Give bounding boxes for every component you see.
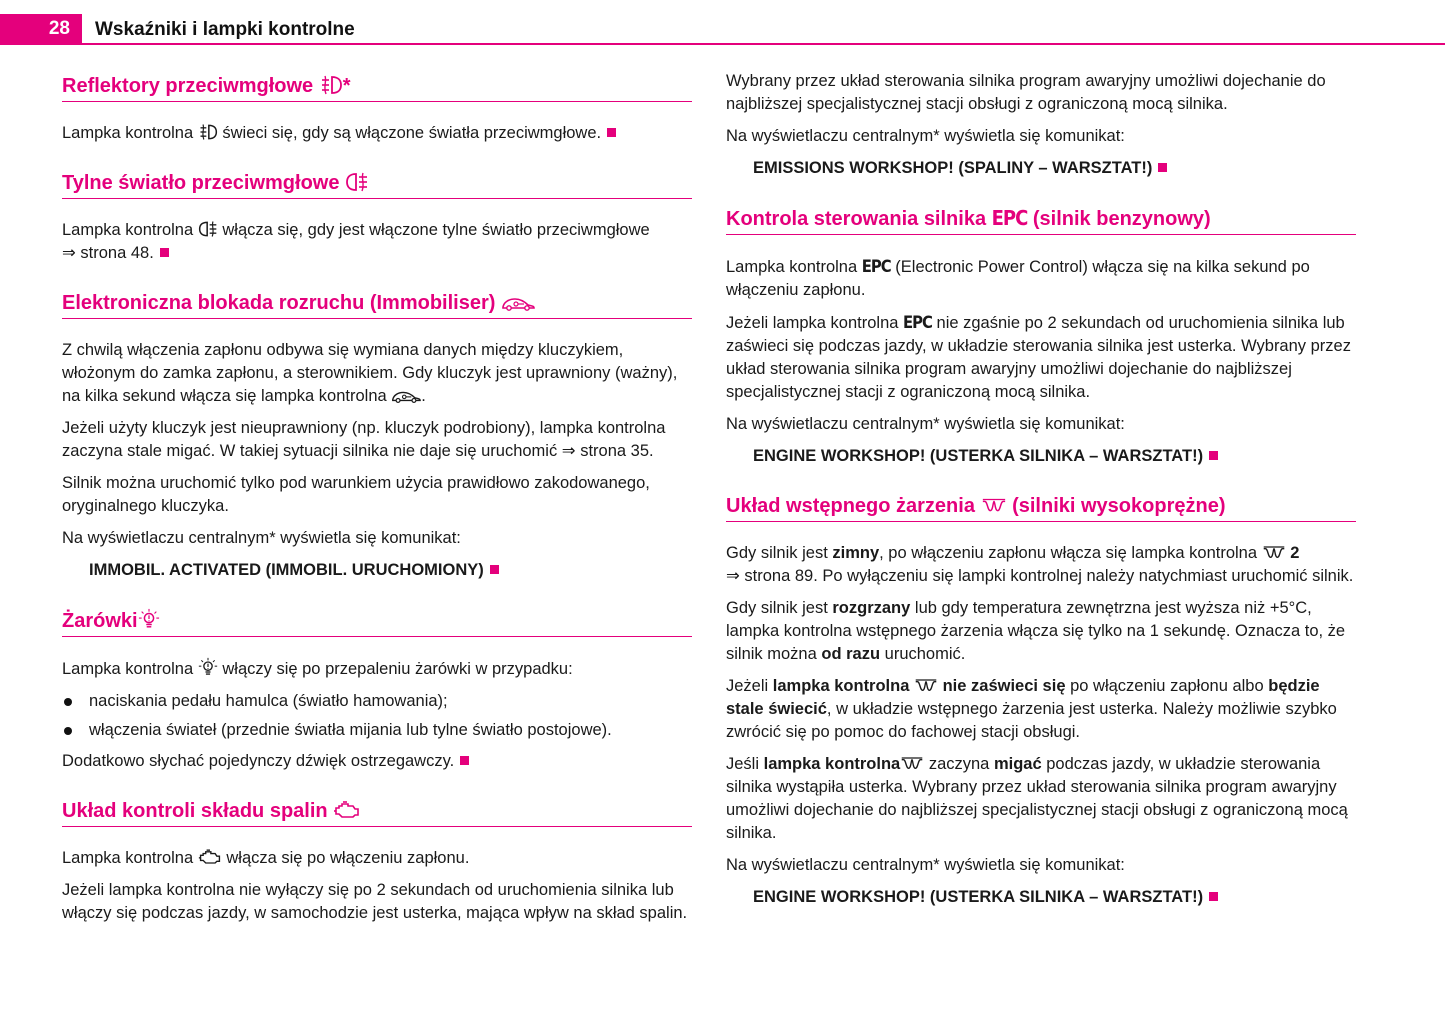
paragraph: Jeżeli lampka kontrolna nie wyłączy się po 2 sekundach od uruchomienia silnika lub włączy się podczas jazdy, w samochodzie jest usterka, mająca wpływ na skład spalin. xyxy=(62,881,688,922)
text: Gdy silnik jest xyxy=(726,544,828,562)
section-glow-plug xyxy=(726,490,1356,909)
text: Dodatkowo słychać pojedynczy dźwięk ostrzegawczy. xyxy=(62,752,455,770)
section-end-square-icon xyxy=(607,128,616,137)
section-end-square-icon xyxy=(460,756,469,765)
list-item-text: włączenia świateł (przednie światła mijania lub tylne światło postojowe). xyxy=(89,721,612,739)
text: Jeśli xyxy=(726,755,760,773)
glow-plug-icon xyxy=(981,497,1007,515)
engine-emission-icon xyxy=(333,800,361,820)
paragraph xyxy=(726,542,1356,588)
section-title-glow-plug xyxy=(726,490,1356,522)
page-reference-link[interactable]: strona 89. Po wyłączeniu się lampki kontrolnej należy natychmiast uruchomić silnik. xyxy=(744,567,1354,585)
list-item xyxy=(62,719,692,742)
section-end-square-icon xyxy=(1158,163,1167,172)
paragraph xyxy=(62,339,692,408)
paragraph: Na wyświetlaczu centralnym* wyświetla się komunikat: xyxy=(726,127,1125,145)
paragraph xyxy=(62,417,692,463)
paragraph: Na wyświetlaczu centralnym* wyświetla się komunikat: xyxy=(726,415,1125,433)
section-title-text: Układ kontroli składu spalin xyxy=(62,800,328,822)
section-title-text: Tylne światło przeciwmgłowe xyxy=(62,172,340,194)
bold-text: rozgrzany xyxy=(832,599,911,617)
bullet-list xyxy=(62,690,692,742)
page-reference-link[interactable]: strona 35. xyxy=(580,442,654,460)
bold-text: 2 xyxy=(1290,544,1300,562)
text: podczas jazdy, w układzie sterowania silnika wystąpiła usterka. Wybrany przez układ sterowania silnika program awaryjny umożliwi dojechanie do najbliższej specjalistycznej stacji obsługi z ograniczoną mocą silnika. xyxy=(726,755,1348,842)
message-text: IMMOBIL. ACTIVATED (IMMOBIL. URUCHOMIONY) xyxy=(89,561,484,579)
glow-plug-icon xyxy=(1262,545,1286,561)
engine-emission-icon xyxy=(198,848,222,866)
section-title-text: Reflektory przeciwmgłowe xyxy=(62,75,314,97)
paragraph xyxy=(62,122,692,145)
paragraph xyxy=(62,750,692,773)
text: włącza się po włączeniu zapłonu. xyxy=(226,849,470,867)
rear-fog-light-icon xyxy=(345,172,369,192)
text: Jeżeli lampka kontrolna xyxy=(726,314,899,332)
display-message xyxy=(726,886,1356,909)
bold-text: zimny xyxy=(832,544,880,562)
text: (Electronic Power Control) włącza się na kilka sekund po włączeniu zapłonu. xyxy=(726,258,1310,299)
paragraph: Silnik można uruchomić tylko pod warunkiem użycia prawidłowo zakodowanego, oryginalnego kluczyka. xyxy=(62,474,650,515)
front-fog-light-icon xyxy=(319,75,343,95)
section-title-immobiliser xyxy=(62,287,692,319)
section-rear-fog xyxy=(62,167,692,265)
section-title-front-fog xyxy=(62,70,692,102)
bulb-failure-icon xyxy=(138,608,160,630)
text: włączy się po przepaleniu żarówki w przypadku: xyxy=(222,660,573,678)
bullet-icon xyxy=(64,698,72,706)
display-message xyxy=(726,157,1356,180)
epc-icon: EPC xyxy=(861,257,891,276)
header-divider xyxy=(0,43,1445,45)
arrow-right-icon: ⇒ xyxy=(62,244,76,262)
section-end-square-icon xyxy=(1209,451,1218,460)
epc-icon: EPC xyxy=(903,313,932,332)
bold-text: od razu xyxy=(821,645,881,663)
text: nie zgaśnie po 2 sekundach od uruchomienia silnika lub zaświeci się podczas jazdy, w układzie sterowania silnika jest usterka. Wybrany przez układ sterowania silnika program awaryjny umożliwi dojechanie do najbliższej specjalistycznej stacji z ograniczoną mocą silnika. xyxy=(726,314,1351,401)
text: zaczyna xyxy=(928,755,990,773)
section-end-square-icon xyxy=(490,565,499,574)
section-emission-continued xyxy=(726,70,1356,180)
text: Z chwilą włączenia zapłonu odbywa się wymiana danych między kluczykiem, włożonym do zamka zapłonu, a sterownikiem. Gdy kluczyk jest uprawniony (ważny), na kilka sekund włącza się lampka kontrolna xyxy=(62,341,678,405)
section-title-text: (silniki wysokoprężne) xyxy=(1012,495,1226,517)
front-fog-light-icon xyxy=(198,123,218,141)
epc-icon: EPC xyxy=(991,206,1028,230)
page-header xyxy=(0,0,1445,46)
bulb-failure-icon xyxy=(198,657,218,677)
paragraph xyxy=(726,311,1356,404)
section-emission xyxy=(62,795,692,925)
text: świeci się, gdy są włączone światła przeciwmgłowe. xyxy=(222,124,602,142)
paragraph xyxy=(726,597,1356,666)
text: Gdy silnik jest xyxy=(726,599,828,617)
paragraph xyxy=(726,753,1356,845)
message-text: ENGINE WORKSHOP! (USTERKA SILNIKA – WARSZTAT!) xyxy=(753,447,1204,465)
immobiliser-car-key-icon xyxy=(391,388,421,404)
section-title-bulbs xyxy=(62,604,692,637)
text: po włączeniu zapłonu albo xyxy=(1070,677,1264,695)
section-front-fog xyxy=(62,70,692,145)
page-title: Wskaźniki i lampki kontrolne xyxy=(95,19,355,40)
text: , w układzie wstępnego żarzenia jest usterka. Należy możliwie szybko zwrócić się po pomoc do fachowej stacji obsługi. xyxy=(726,700,1337,741)
rear-fog-light-icon xyxy=(198,220,218,238)
left-column xyxy=(62,70,692,947)
list-item xyxy=(62,690,692,713)
text: Lampka kontrolna xyxy=(726,258,858,276)
message-text: EMISSIONS WORKSHOP! (SPALINY – WARSZTAT!) xyxy=(753,159,1153,177)
right-column xyxy=(726,70,1356,931)
page-number: 28 xyxy=(0,14,82,44)
section-immobiliser xyxy=(62,287,692,582)
asterisk: * xyxy=(342,75,351,97)
immobiliser-car-key-icon xyxy=(501,294,535,312)
section-title-text: Elektroniczna blokada rozruchu (Immobiliser) xyxy=(62,292,496,314)
arrow-right-icon: ⇒ xyxy=(561,442,576,460)
section-title-text: Żarówki xyxy=(62,610,138,632)
text: uruchomić. xyxy=(884,645,966,663)
section-title-text: (silnik benzynowy) xyxy=(1032,208,1211,230)
section-epc xyxy=(726,202,1356,468)
paragraph: Na wyświetlaczu centralnym* wyświetla się komunikat: xyxy=(62,529,461,547)
text: . xyxy=(421,387,426,405)
section-title-rear-fog xyxy=(62,167,692,199)
glow-plug-icon xyxy=(914,678,938,694)
bold-text: nie zaświeci się xyxy=(942,677,1066,695)
bullet-icon xyxy=(64,727,72,735)
message-text: ENGINE WORKSHOP! (USTERKA SILNIKA – WARSZTAT!) xyxy=(753,888,1204,906)
text: Jeżeli użyty kluczyk jest nieuprawniony (np. kluczyk podrobiony), lampka kontrolna zaczyna stale migać. W takiej sytuacji silnika nie daje się uruchomić xyxy=(62,419,666,460)
text: , po włączeniu zapłonu włącza się lampka kontrolna xyxy=(879,544,1258,562)
text: Jeżeli xyxy=(726,677,769,695)
paragraph: Wybrany przez układ sterowania silnika program awaryjny umożliwi dojechanie do najbliższej specjalistycznej stacji obsługi z ograniczoną mocą silnika. xyxy=(726,72,1326,113)
section-title-emission xyxy=(62,795,692,827)
glow-plug-icon xyxy=(900,756,924,772)
text: Lampka kontrolna xyxy=(62,124,194,142)
bold-text: będzie stale świecić xyxy=(726,677,1320,718)
section-title-epc xyxy=(726,202,1356,235)
paragraph: Na wyświetlaczu centralnym* wyświetla się komunikat: xyxy=(726,856,1125,874)
paragraph xyxy=(62,847,692,870)
text: lub gdy temperatura zewnętrzna jest wyższa niż +5°C, lampka kontrolna wstępnego żarzenia włącza się tylko na 1 sekundę. Oznacza to, że silnik można xyxy=(726,599,1346,663)
list-item-text: naciskania pedału hamulca (światło hamowania); xyxy=(89,692,448,710)
section-title-text: Kontrola sterowania silnika xyxy=(726,208,987,230)
paragraph xyxy=(726,255,1356,302)
paragraph xyxy=(726,675,1356,744)
bold-text: migać xyxy=(993,755,1042,773)
text: Lampka kontrolna xyxy=(62,660,194,678)
arrow-right-icon: ⇒ xyxy=(726,567,740,585)
paragraph xyxy=(62,219,692,265)
text: Lampka kontrolna xyxy=(62,221,194,239)
display-message xyxy=(726,445,1356,468)
paragraph xyxy=(62,657,692,681)
text: Lampka kontrolna xyxy=(62,849,194,867)
section-end-square-icon xyxy=(1209,892,1218,901)
section-end-square-icon xyxy=(160,248,169,257)
bold-text: lampka kontrolna xyxy=(772,677,910,695)
text: włącza się, gdy jest włączone tylne światło przeciwmgłowe xyxy=(222,221,650,239)
display-message xyxy=(62,559,692,582)
section-bulbs xyxy=(62,604,692,773)
section-title-text: Układ wstępnego żarzenia xyxy=(726,495,975,517)
page-reference-link[interactable]: strona 48. xyxy=(80,244,154,262)
bold-text: lampka kontrolna xyxy=(763,755,901,773)
